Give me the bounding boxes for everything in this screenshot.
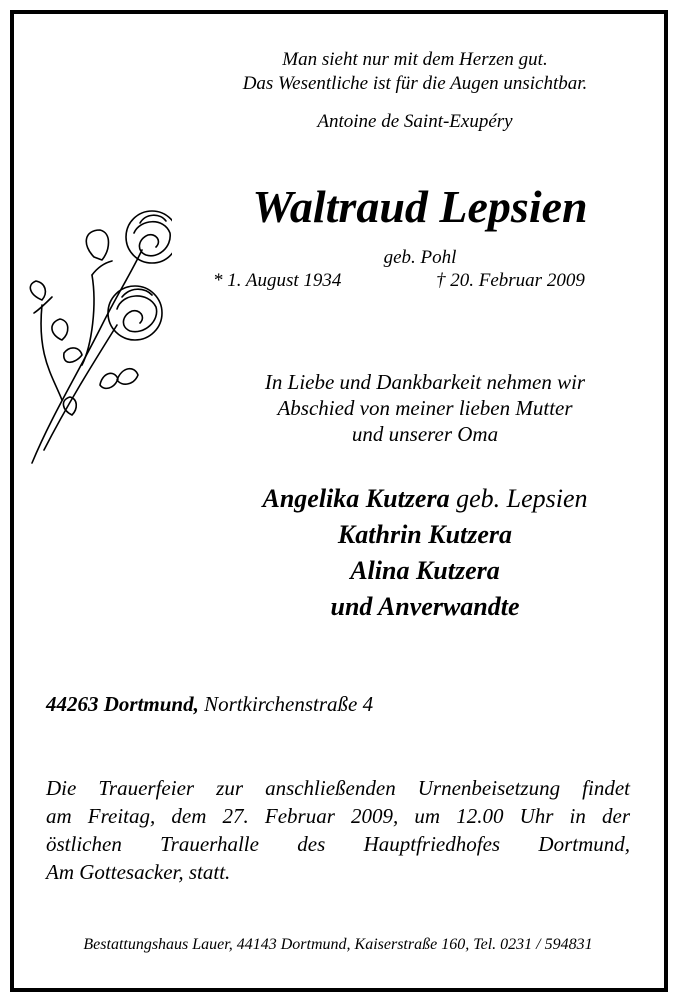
family-member-1 (190, 484, 660, 514)
farewell-line-1: In Liebe und Dankbarkeit nehmen wir (264, 370, 586, 394)
ceremony-line-2: am Freitag, dem 27. Februar 2009, um 12.00 Uhr in der (46, 804, 630, 828)
birth-date: * 1. August 1934 (213, 270, 342, 291)
ceremony-line-1: Die Trauerfeier zur anschließenden Urnenbeisetzung findet (46, 776, 630, 800)
family-member-1-suffix: geb. Lepsien (449, 484, 588, 513)
rose-icon (22, 205, 172, 470)
death-date: † 20. Februar 2009 (436, 270, 585, 291)
quote-line-1: Man sieht nur mit dem Herzen gut. (282, 49, 548, 70)
address-street: Nortkirchenstraße 4 (198, 692, 374, 716)
deceased-name: Waltraud Lepsien (252, 181, 588, 232)
farewell-line-2: Abschied von meiner lieben Mutter (277, 396, 573, 420)
address-line (46, 692, 373, 717)
family-member-3: Alina Kutzera (350, 556, 500, 585)
maiden-name: geb. Pohl (383, 247, 457, 268)
quote-line-2: Das Wesentliche ist für die Augen unsichtbar. (242, 73, 588, 94)
funeral-home-footer: Bestattungshaus Lauer, 44143 Dortmund, Kaiserstraße 160, Tel. 0231 / 594831 (83, 936, 593, 953)
address-city: 44263 Dortmund, (46, 692, 199, 716)
farewell-line-3: und unserer Oma (351, 422, 499, 446)
family-member-2: Kathrin Kutzera (337, 520, 513, 549)
family-member-1-name: Angelika Kutzera (262, 484, 450, 513)
quote-author: Antoine de Saint-Exupéry (317, 111, 513, 132)
ceremony-line-3: östlichen Trauerhalle des Hauptfriedhofes Dortmund, (46, 832, 630, 856)
ceremony-line-4: Am Gottesacker, statt. (46, 860, 231, 884)
ceremony-text (46, 774, 630, 886)
family-member-4: und Anverwandte (330, 592, 520, 621)
